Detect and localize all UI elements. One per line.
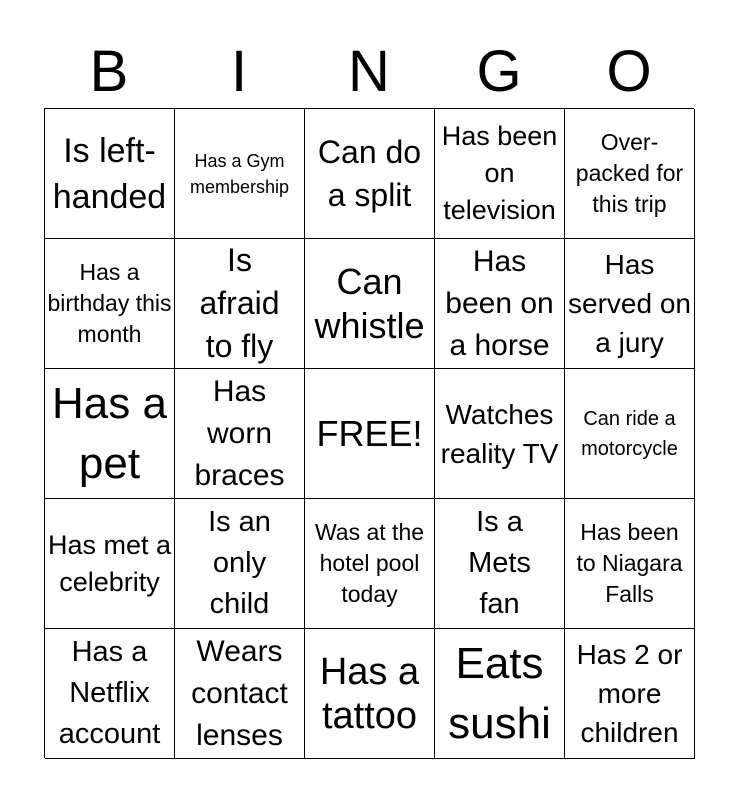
- bingo-cell[interactable]: [565, 109, 695, 239]
- header-letter-i: I: [230, 39, 248, 104]
- bingo-cell[interactable]: [175, 109, 305, 239]
- bingo-cell[interactable]: [435, 239, 565, 369]
- header-letter-o: O: [606, 39, 652, 104]
- cell-label: Is afraid to fly: [199, 242, 280, 364]
- bingo-cell[interactable]: [435, 109, 565, 239]
- cell-label: Has a birthday this month: [47, 259, 172, 347]
- cell-label: Can do a split: [317, 133, 422, 213]
- bingo-cell[interactable]: [565, 239, 695, 369]
- cell-label: Has worn braces: [194, 374, 285, 492]
- cell-label: Is left-handed: [52, 131, 167, 216]
- header-letter-n: N: [348, 39, 390, 104]
- bingo-cell[interactable]: [435, 369, 565, 499]
- bingo-cell[interactable]: [175, 499, 305, 629]
- bingo-cell[interactable]: [175, 629, 305, 759]
- bingo-cell[interactable]: [45, 629, 175, 759]
- bingo-cell[interactable]: [305, 629, 435, 759]
- bingo-cell[interactable]: [45, 369, 175, 499]
- bingo-cell[interactable]: [565, 499, 695, 629]
- cell-label: Can ride a motorcycle: [581, 407, 678, 460]
- bingo-cell[interactable]: [45, 499, 175, 629]
- cell-label: Has been to Niagara Falls: [576, 519, 683, 607]
- bingo-cell[interactable]: [45, 239, 175, 369]
- cell-label: Was at the hotel pool today: [314, 519, 425, 607]
- bingo-cell[interactable]: [435, 499, 565, 629]
- cell-label: Can whistle: [314, 260, 425, 346]
- bingo-header: [44, 36, 694, 108]
- cell-label: Has a Gym membership: [189, 150, 290, 197]
- cell-label: Has served on a jury: [568, 249, 691, 358]
- bingo-cell[interactable]: [435, 629, 565, 759]
- bingo-cell[interactable]: [305, 109, 435, 239]
- header-letter-g: G: [476, 39, 522, 104]
- cell-label: Eats sushi: [448, 638, 551, 748]
- cell-label: Has a pet: [52, 378, 167, 488]
- bingo-cell[interactable]: [305, 369, 435, 499]
- cell-label: Has a tattoo: [319, 650, 420, 737]
- bingo-cell[interactable]: [305, 239, 435, 369]
- cell-label: Has been on television: [441, 121, 558, 225]
- cell-label: Is an only child: [208, 506, 271, 620]
- cell-label: Has been on a horse: [445, 244, 554, 362]
- header-letter-b: B: [89, 39, 129, 104]
- cell-label: Has met a celebrity: [47, 529, 172, 597]
- cell-label: Wears contact lenses: [191, 634, 288, 752]
- bingo-board: [44, 108, 694, 758]
- bingo-cell[interactable]: [175, 369, 305, 499]
- bingo-cell[interactable]: [175, 239, 305, 369]
- cell-label: FREE!: [316, 412, 423, 454]
- cell-label: Is a Mets fan: [468, 506, 531, 620]
- cell-label: Has 2 or more children: [576, 639, 683, 748]
- bingo-cell[interactable]: [45, 109, 175, 239]
- bingo-cell[interactable]: [565, 369, 695, 499]
- cell-label: Watches reality TV: [440, 398, 559, 469]
- bingo-cell[interactable]: [565, 629, 695, 759]
- cell-label: Has a Netflix account: [58, 636, 161, 750]
- cell-label: Over-packed for this trip: [575, 129, 684, 217]
- bingo-cell[interactable]: [305, 499, 435, 629]
